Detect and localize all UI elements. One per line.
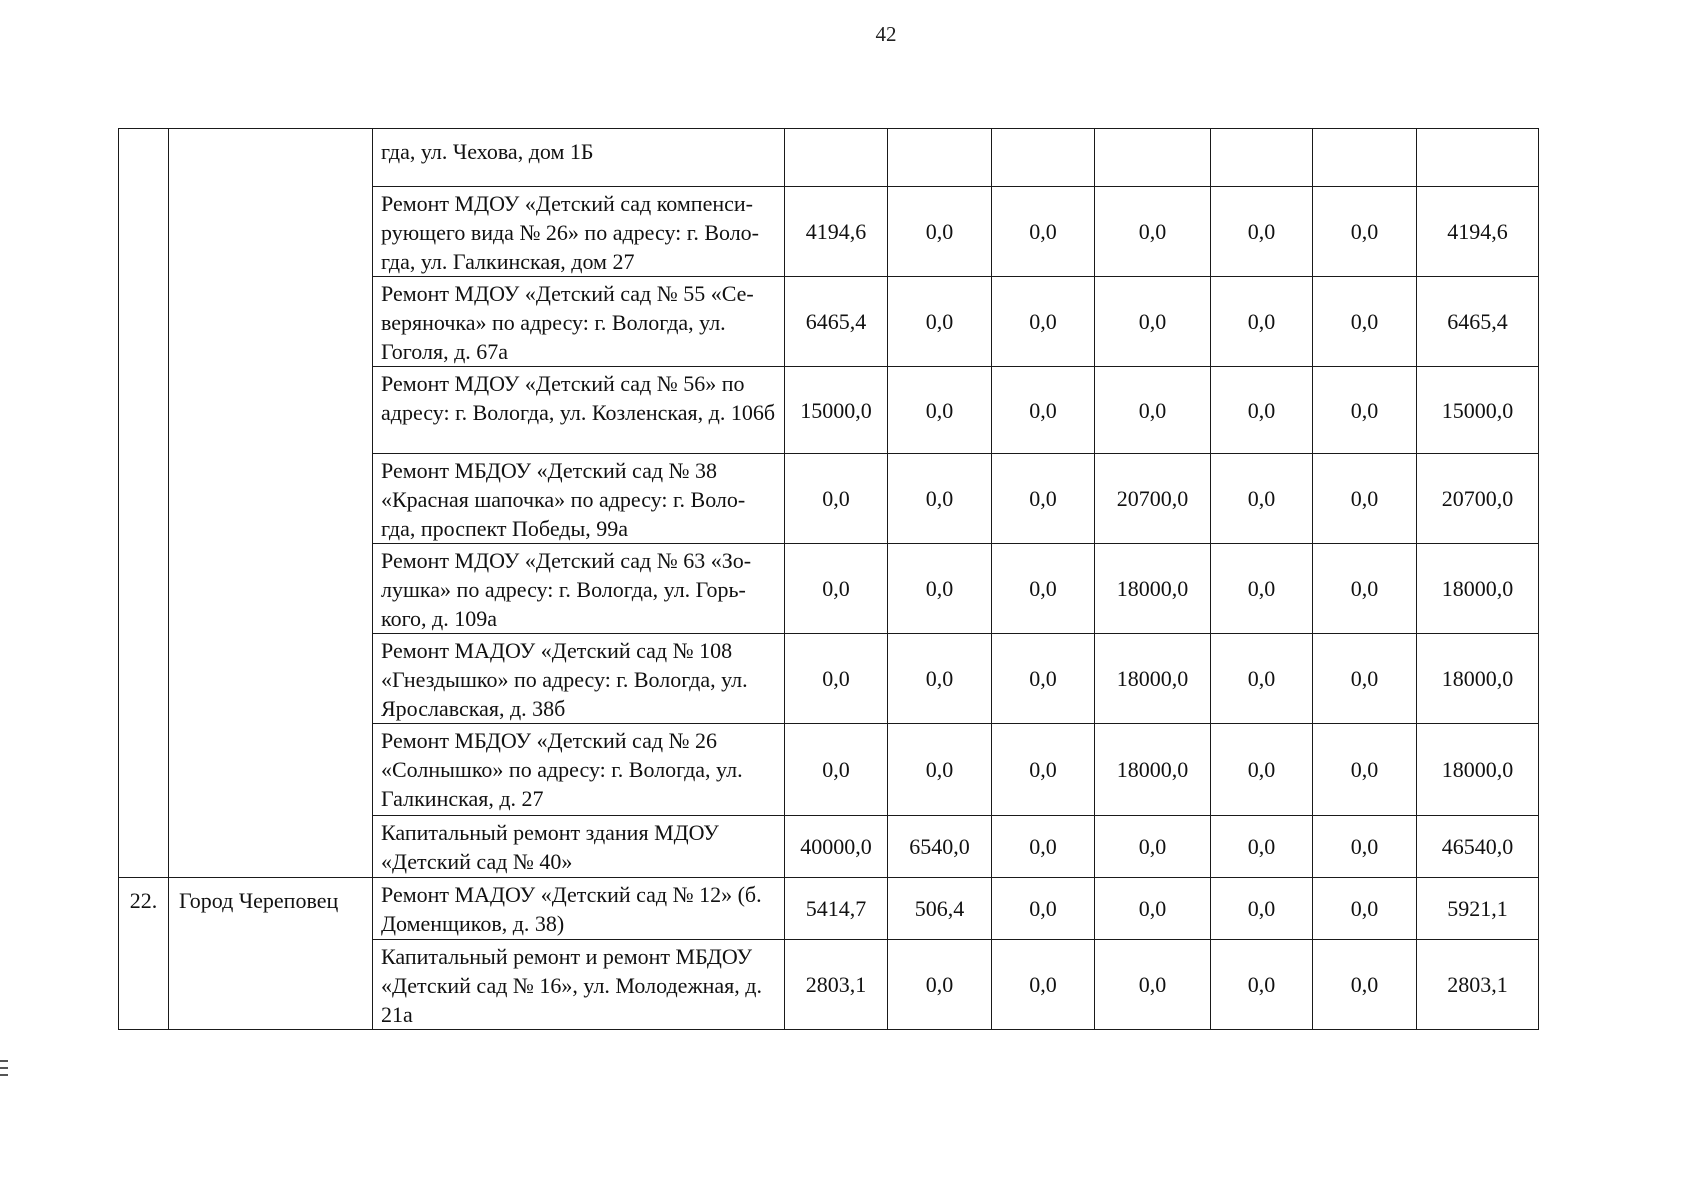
value-cell: 0,0 [785, 724, 888, 816]
value-cell: 0,0 [992, 878, 1095, 940]
value-cell [1095, 129, 1211, 187]
value-cell: 15000,0 [1417, 367, 1539, 454]
value-cell: 0,0 [785, 454, 888, 544]
value-cell: 0,0 [888, 277, 992, 367]
value-cell: 0,0 [992, 940, 1095, 1030]
value-cell: 0,0 [1211, 816, 1313, 878]
value-cell: 0,0 [1313, 878, 1417, 940]
value-cell: 0,0 [1313, 724, 1417, 816]
project-description: Капитальный ремонт и ремонт МБДОУ «Детский сад № 16», ул. Молодежная, д. 21а [373, 940, 785, 1030]
value-cell: 18000,0 [1095, 544, 1211, 634]
value-cell [1417, 129, 1539, 187]
value-cell: 0,0 [992, 544, 1095, 634]
project-description: Ремонт МДОУ «Детский сад № 63 «Зо-лушка» по адресу: г. Вологда, ул. Горь-кого, д. 109а [373, 544, 785, 634]
value-cell [785, 129, 888, 187]
value-cell: 0,0 [1095, 816, 1211, 878]
funding-table [118, 128, 1539, 1030]
municipality-cell: Город Череповец [169, 878, 373, 1030]
value-cell: 0,0 [888, 544, 992, 634]
value-cell: 0,0 [1211, 187, 1313, 277]
value-cell [1211, 129, 1313, 187]
value-cell: 18000,0 [1417, 634, 1539, 724]
value-cell [992, 129, 1095, 187]
value-cell: 0,0 [888, 724, 992, 816]
value-cell: 506,4 [888, 878, 992, 940]
value-cell: 0,0 [992, 277, 1095, 367]
value-cell: 0,0 [1211, 878, 1313, 940]
value-cell: 4194,6 [1417, 187, 1539, 277]
value-cell: 0,0 [1095, 187, 1211, 277]
value-cell: 46540,0 [1417, 816, 1539, 878]
scan-mark [0, 1067, 8, 1069]
value-cell: 0,0 [1313, 940, 1417, 1030]
value-cell: 0,0 [785, 634, 888, 724]
project-description: Ремонт МДОУ «Детский сад компенси-рующего вида № 26» по адресу: г. Воло-гда, ул. Галкинская, дом 27 [373, 187, 785, 277]
page-number: 42 [875, 22, 897, 46]
row-number-cell [119, 129, 169, 878]
value-cell: 0,0 [1313, 187, 1417, 277]
value-cell: 0,0 [1211, 724, 1313, 816]
project-description: Ремонт МБДОУ «Детский сад № 38 «Красная шапочка» по адресу: г. Воло-гда, проспект Победы, 99а [373, 454, 785, 544]
project-description: Ремонт МБДОУ «Детский сад № 26 «Солнышко» по адресу: г. Вологда, ул. Галкинская, д. 27 [373, 724, 785, 816]
project-description: гда, ул. Чехова, дом 1Б [373, 129, 785, 187]
value-cell: 0,0 [1095, 367, 1211, 454]
value-cell: 20700,0 [1095, 454, 1211, 544]
value-cell [1313, 129, 1417, 187]
project-description: Ремонт МАДОУ «Детский сад № 12» (б. Доменщиков, д. 38) [373, 878, 785, 940]
project-description: Ремонт МАДОУ «Детский сад № 108 «Гнездышко» по адресу: г. Вологда, ул. Ярославская, д. 38б [373, 634, 785, 724]
value-cell: 4194,6 [785, 187, 888, 277]
value-cell: 18000,0 [1417, 544, 1539, 634]
value-cell: 0,0 [1211, 634, 1313, 724]
value-cell: 0,0 [1211, 454, 1313, 544]
value-cell: 0,0 [1313, 454, 1417, 544]
value-cell: 0,0 [888, 454, 992, 544]
value-cell: 0,0 [1211, 544, 1313, 634]
value-cell: 6465,4 [1417, 277, 1539, 367]
value-cell: 0,0 [1313, 277, 1417, 367]
value-cell: 6465,4 [785, 277, 888, 367]
value-cell: 0,0 [992, 724, 1095, 816]
value-cell [888, 129, 992, 187]
value-cell: 0,0 [1313, 544, 1417, 634]
scan-mark [0, 1060, 8, 1062]
value-cell: 0,0 [1095, 940, 1211, 1030]
value-cell: 0,0 [1313, 367, 1417, 454]
project-description: Ремонт МДОУ «Детский сад № 56» по адресу: г. Вологда, ул. Козленская, д. 106б [373, 367, 785, 454]
value-cell: 0,0 [888, 940, 992, 1030]
value-cell: 18000,0 [1417, 724, 1539, 816]
value-cell: 2803,1 [1417, 940, 1539, 1030]
value-cell: 0,0 [1211, 940, 1313, 1030]
project-description: Капитальный ремонт здания МДОУ «Детский сад № 40» [373, 816, 785, 878]
value-cell: 0,0 [1095, 277, 1211, 367]
value-cell: 5921,1 [1417, 878, 1539, 940]
value-cell: 0,0 [1095, 878, 1211, 940]
value-cell: 0,0 [888, 634, 992, 724]
value-cell: 0,0 [785, 544, 888, 634]
value-cell: 6540,0 [888, 816, 992, 878]
value-cell: 0,0 [1313, 634, 1417, 724]
table-row [119, 878, 1539, 940]
value-cell: 0,0 [992, 367, 1095, 454]
table-row [119, 129, 1539, 187]
value-cell: 0,0 [1211, 367, 1313, 454]
value-cell: 0,0 [888, 187, 992, 277]
value-cell: 0,0 [1313, 816, 1417, 878]
value-cell: 40000,0 [785, 816, 888, 878]
value-cell: 20700,0 [1417, 454, 1539, 544]
value-cell: 0,0 [888, 367, 992, 454]
row-number-cell: 22. [119, 878, 169, 1030]
project-description: Ремонт МДОУ «Детский сад № 55 «Се-веряночка» по адресу: г. Вологда, ул. Гоголя, д. 67а [373, 277, 785, 367]
value-cell: 5414,7 [785, 878, 888, 940]
value-cell: 0,0 [992, 187, 1095, 277]
value-cell: 0,0 [992, 816, 1095, 878]
value-cell: 2803,1 [785, 940, 888, 1030]
value-cell: 0,0 [992, 454, 1095, 544]
value-cell: 18000,0 [1095, 634, 1211, 724]
value-cell: 18000,0 [1095, 724, 1211, 816]
scan-mark [0, 1074, 8, 1076]
value-cell: 0,0 [992, 634, 1095, 724]
value-cell: 15000,0 [785, 367, 888, 454]
value-cell: 0,0 [1211, 277, 1313, 367]
scan-artifact-marks [0, 1060, 8, 1081]
municipality-cell [169, 129, 373, 878]
